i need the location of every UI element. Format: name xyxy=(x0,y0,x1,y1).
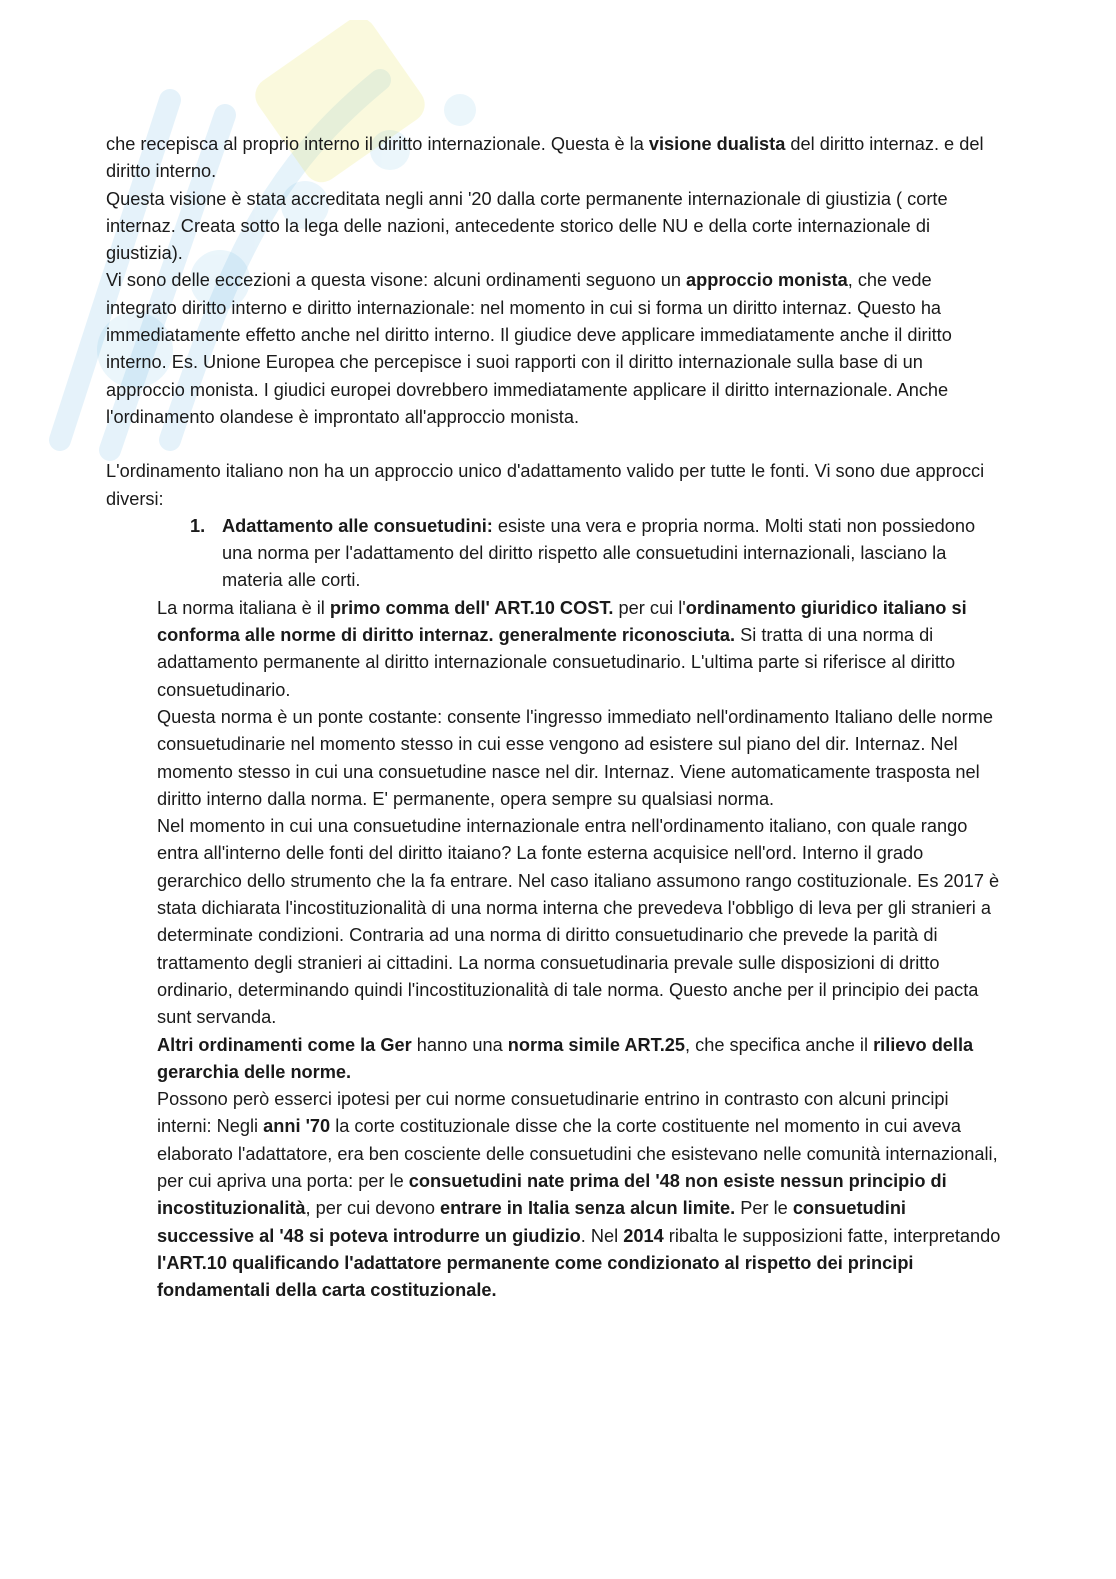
text-run: , che vede integrato diritto interno e diritto internazionale: nel momento in cui si forma un diritto internaz. Questo ha immediatamente effetto anche nel diritto interno. Il giudice deve applicare immediatamente anche il diritto interno. Es. Unione Europea che percepisce i suoi rapporti con il diritto internazionale sulla base di un approccio monista. I giudici europei dovrebbero immediatamente applicare il diritto internazionale. Anche l'ordinamento olandese è improntato all'approccio monista. xyxy=(106,270,952,427)
text-run: La norma italiana è il xyxy=(157,597,330,618)
text-run: del diritto internaz. e del diritto interno. xyxy=(106,134,984,182)
paragraph xyxy=(157,704,1006,813)
text-run: Si tratta di una norma di adattamento permanente al diritto internazionale consuetudinario. L'ultima parte si riferisce al diritto consuetudinario. xyxy=(157,625,956,700)
bold-text: ordinamento giuridico italiano si conforma alle norme di diritto internaz. generalmente riconosciuta. xyxy=(157,597,967,646)
text-run: Possono però esserci ipotesi per cui norme consuetudinarie entrino in contrasto con alcuni principi interni: Negli xyxy=(157,1089,949,1137)
paragraph xyxy=(106,186,1006,268)
text-run: Per le xyxy=(735,1198,793,1219)
text-run: Nel momento in cui una consuetudine internazionale entra nell'ordinamento italiano, con quale rango entra all'interno delle fonti del diritto itaiano? La fonte esterna acquisice nell'ord. Interno il grado gerarchico dello strumento che la fa entrare. Nel caso italiano assumono rango costituzionale. Es 2017 è stata dichiarata l'incostituzionalità di una norma interna che prevedeva l'obbligo di leva per gli stranieri a determinate condizioni. Contraria ad una norma di diritto consuetudinario che prevede la parità di trattamento degli stranieri ai cittadini. La norma consuetudinaria prevale sulle disposizioni di dritto ordinario, determinando quindi l'incostituzionalità di tale norma. Questo anche per il principio dei pacta sunt servanda. xyxy=(157,816,1000,1028)
paragraph xyxy=(106,131,1006,186)
text-run: hanno una xyxy=(411,1034,508,1055)
indented-section xyxy=(106,595,1006,1305)
paragraph xyxy=(157,1086,1006,1304)
list-item xyxy=(106,513,1006,595)
bold-text: consuetudini successive al '48 si poteva introdurre un giudizio xyxy=(157,1198,906,1246)
bold-text: visione dualista xyxy=(648,134,786,154)
text-run: per cui l' xyxy=(613,597,686,618)
bold-text: l'ART.10 qualificando l'adattatore permanente come condizionato al rispetto dei principi fondamentali della carta costituzionale. xyxy=(157,1252,914,1301)
bold-text: entrare in Italia senza alcun limite. xyxy=(440,1198,736,1219)
text-run: , che specifica anche il xyxy=(685,1034,874,1055)
text-run: ribalta le supposizioni fatte, interpretando xyxy=(663,1225,1001,1246)
text-run: Questa visione è stata accreditata negli anni '20 dalla corte permanente internazionale di giustizia ( corte internaz. Creata sotto la lega delle nazioni, antecedente storico delle NU e della corte internazionale di giustizia). xyxy=(106,188,948,264)
bold-text: 2014 xyxy=(623,1225,664,1246)
paragraph xyxy=(157,1032,1006,1087)
text-run: , per cui devono xyxy=(305,1198,441,1219)
text-run: L'ordinamento italiano non ha un approccio unico d'adattamento valido per tutte le fonti. Vi sono due approcci diversi: xyxy=(106,461,985,509)
text-run: la corte costituzionale disse che la corte costituente nel momento in cui aveva elaborato l'adattatore, era ben cosciente delle consuetudini che esistevano nelle comunità internazionali, per cui apriva una porta: per le xyxy=(157,1116,998,1191)
bold-text: consuetudini nate prima del '48 non esiste nessun principio di incostituzionalità xyxy=(157,1170,947,1219)
list-number: 1. xyxy=(190,515,206,536)
list-item-text xyxy=(222,513,1006,595)
paragraph xyxy=(106,458,1006,513)
paragraph xyxy=(106,267,1006,431)
paragraph xyxy=(157,595,1006,704)
text-run: esiste una vera e propria norma. Molti stati non possiedono una norma per l'adattamento del diritto rispetto alle consuetudini internazionali, lasciano la materia alle corti. xyxy=(222,515,976,591)
bold-text: primo comma dell' ART.10 COST. xyxy=(329,597,614,618)
paragraph xyxy=(157,813,1006,1031)
intro-section xyxy=(106,458,1006,513)
text-run: che recepisca al proprio interno il diritto internazionale. Questa è la xyxy=(106,134,649,154)
bold-text: anni '70 xyxy=(263,1116,331,1137)
text-run: Questa norma è un ponte costante: consente l'ingresso immediato nell'ordinamento Italiano delle norme consuetudinarie nel momento stesso in cui esse vengono ad esistere sul piano del dir. Internaz. Nel momento stesso in cui una consuetudine nasce nel dir. Internaz. Viene automaticamente trasposta nel diritto interno dalla norma. E' permanente, opera sempre su qualsiasi norma. xyxy=(157,706,993,809)
text-run: Vi sono delle eccezioni a questa visone: alcuni ordinamenti seguono un xyxy=(106,270,687,291)
text-run: . Nel xyxy=(580,1225,624,1246)
top-section xyxy=(106,131,1006,431)
bold-text: norma simile ART.25 xyxy=(507,1034,686,1055)
document-page xyxy=(106,131,1006,1304)
bold-text: Adattamento alle consuetudini: xyxy=(222,515,493,536)
bold-text: Altri ordinamenti come la Ger xyxy=(157,1034,412,1055)
bold-text: approccio monista xyxy=(686,270,848,291)
bold-text: rilievo della gerarchia delle norme. xyxy=(157,1034,974,1082)
